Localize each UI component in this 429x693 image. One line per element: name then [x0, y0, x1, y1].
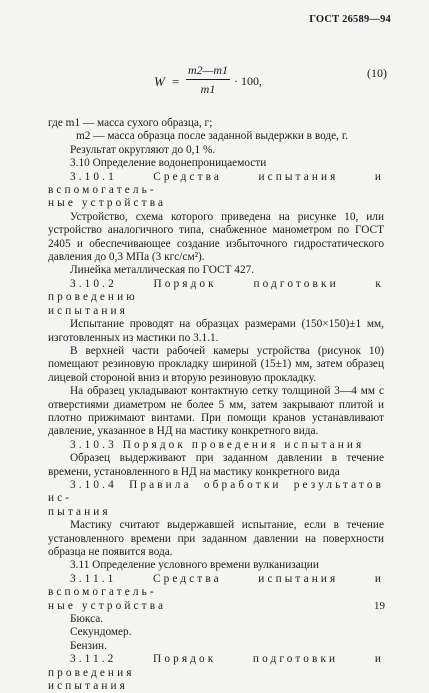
where-line-1: где m1 — масса сухого образца, г; [48, 117, 213, 129]
section-3-10-4-title: 3.10.4 Правила обработки результатов ис- [48, 478, 384, 505]
paragraph-gasket: В верхней части рабочей камеры устройства (рисунок 10) помещают резиновую прокладку шириной (15±1) мм, затем образец лицевой стороной вниз и вторую резиновую прокладку. [48, 344, 384, 384]
formula-denominator: m1 [200, 82, 216, 96]
section-3-10-1-title: 3.10.1 Средства испытания и вспомогатель- [48, 170, 384, 197]
section-3-11-2-title-cont: испытания [48, 680, 128, 693]
item-stopwatch: Секундомер. [70, 626, 132, 639]
paragraph-samples: Испытание проводят на образцах размерами (150×150)±1 мм, изготовленных из мастики по 3.1.1. [48, 318, 384, 344]
section-3-10-2-title: 3.10.2 Порядок подготовки к проведению [48, 277, 384, 304]
section-3-10-title: 3.10 Определение водонепроницаемости [70, 157, 267, 170]
paragraph-criteria: Мастику считают выдержавшей испытание, если в течение установленного времени при заданном давлении на поверхности образца не появится вода. [48, 519, 384, 558]
formula-tail: · 100, [234, 74, 262, 88]
section-3-11-1-title: 3.11.1 Средства испытания и вспомогатель- [48, 572, 384, 599]
formula-number: (10) [367, 66, 387, 80]
fraction-bar [186, 79, 230, 80]
result-rounding: Результат округляют до 0,1 %. [70, 143, 216, 156]
document-body [48, 117, 384, 693]
paragraph-mesh: На образец укладывают контактную сетку толщиной 3—4 мм с отверстиями диаметром не более 5 мм, затем закрывают плитой и плотно прижимают винтами. При помощи кранов устанавливают давление, указанное в НД на мастику конкретного вида. [48, 385, 384, 438]
section-3-11-2-title: 3.11.2 Порядок подготовки и проведения [48, 653, 384, 679]
document-number: ГОСТ 26589—94 [309, 14, 391, 25]
section-3-11-title: 3.11 Определение условного времени вулканизации [70, 559, 319, 572]
paragraph-device: Устройство, схема которого приведена на рисунке 10, или устройство аналогичного типа, снабженное манометром по ГОСТ 2405 и обеспечивающее создание избыточного гидростатического давления до 0,3 МПа (3 кгс/см²). [48, 210, 384, 264]
formula-equals: = [172, 74, 180, 89]
section-3-10-2-title-cont: испытания [48, 304, 128, 317]
section-3-11-1-title-cont: ные устройства [48, 599, 167, 612]
paragraph-ruler: Линейка металлическая по ГОСТ 427. [70, 264, 255, 277]
where-line-2: m2 — масса образца после заданной выдержки в воде, г. [76, 130, 349, 143]
formula-lhs: W [154, 74, 165, 89]
section-3-10-3-title: 3.10.3 Порядок проведения испытания [70, 438, 365, 451]
formula-numerator: m2—m1 [187, 63, 228, 77]
paragraph-hold: Образец выдерживают при заданном давлении в течение времени, установленного в НД на мастику конкретного вида [48, 452, 384, 478]
section-3-10-1-title-cont: ные устройства [48, 197, 167, 210]
section-3-10-4-title-cont: пытания [48, 505, 111, 518]
item-bottle: Бюкса. [70, 613, 104, 626]
formula-block [0, 62, 429, 104]
formula-fraction [186, 62, 230, 97]
item-gasoline: Бензин. [70, 639, 107, 652]
page-number: 19 [374, 600, 385, 612]
